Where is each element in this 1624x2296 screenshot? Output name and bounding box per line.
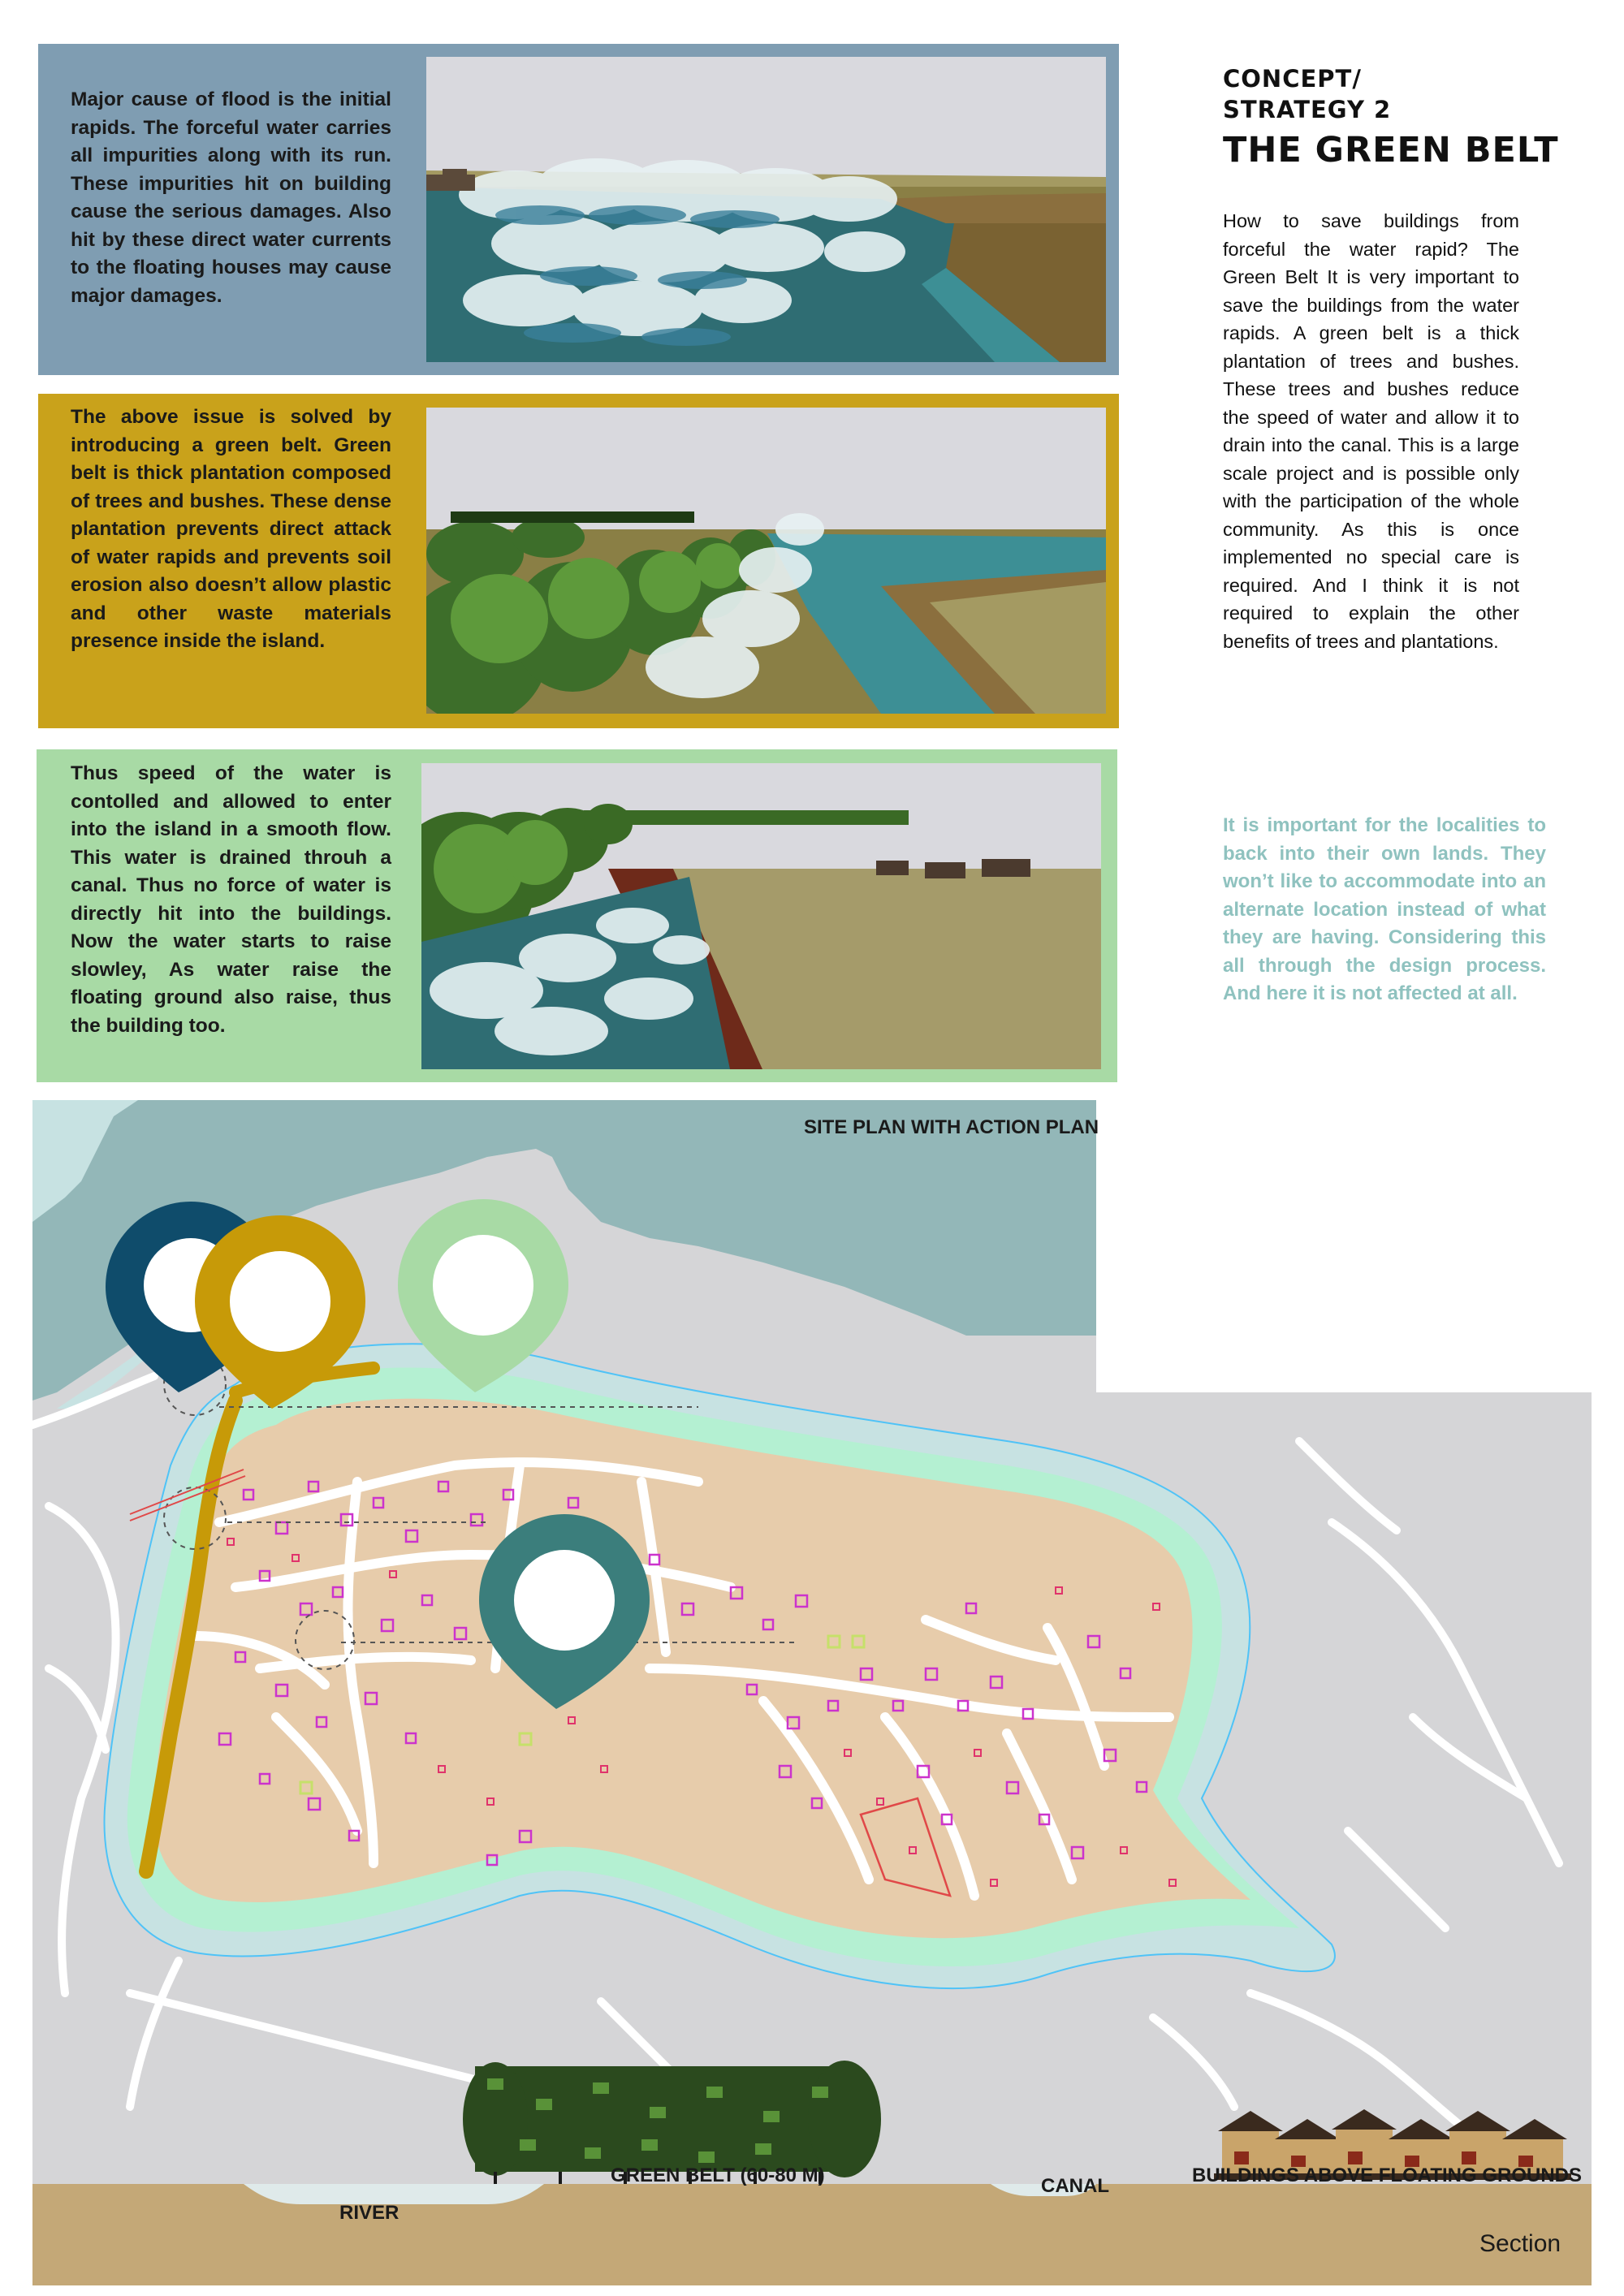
page-title: THE GREEN BELT bbox=[1223, 130, 1559, 170]
buildings-label: BUILDINGS ABOVE FLOATING GROUNDS bbox=[1192, 2164, 1582, 2186]
concept-panel-solution bbox=[38, 394, 1119, 728]
locality-note: It is important for the localities to back into their own lands. They won’t like to accommodate into an alternate location instead of what they are having. Considering this all through the design process. And here it is not affected at all. bbox=[1223, 814, 1546, 1004]
river-label: RIVER bbox=[339, 2202, 400, 2224]
panel-text: The above issue is solved by introducing a green belt. Green belt is thick plantation composed of trees and bushes. These dense plantation prevents direct attack of water rapids and prevents soil erosion also doesn’t allow plastic and other waste materials presence inside the island. bbox=[71, 406, 391, 652]
site-plan-title: SITE PLAN WITH ACTION PLAN bbox=[804, 1116, 1099, 1138]
canal-label: CANAL bbox=[1041, 2175, 1109, 2197]
canal-flow-render bbox=[421, 763, 1101, 1069]
section-caption: Section bbox=[1479, 2230, 1561, 2257]
panel-text: Thus speed of the water is contolled and allowed to enter into the island in a smooth flow. This water is drained throuh a canal. Thus no force of water is directly hit into the buildings. Now the water starts to raise slowley, As water raise the floating ground also raise, thus the building too. bbox=[71, 762, 391, 1037]
green-belt-label: GREEN BELT (60-80 M) bbox=[611, 2164, 825, 2186]
green-belt-render bbox=[426, 408, 1106, 714]
flood-rapids-render bbox=[426, 57, 1106, 362]
strategy-label: STRATEGY 2 bbox=[1223, 96, 1392, 123]
concept-panel-flood bbox=[38, 44, 1119, 375]
site-plan bbox=[32, 1100, 1592, 2285]
concept-panel-result bbox=[37, 749, 1117, 1082]
concept-label: CONCEPT/ bbox=[1223, 65, 1362, 93]
description-text: How to save buildings from forceful the water rapid? The Green Belt It is very important to save the buildings from the water rapids. A green belt is a thick plantation of trees and bushes. These trees and bushes reduce the speed of water and allow it to drain into the canal. This is a large scale project and is possible only with the participation of the whole community. As this is once implemented no special care is required. And I think it is not required to explain the other benefits of trees and plantations. bbox=[1223, 210, 1519, 652]
panel-text: Major cause of flood is the initial rapids. The forceful water carries all impurities along with its run. These impurities hit on building cause the serious damages. Also hit by these direct water currents to the floating houses may cause major damages. bbox=[71, 88, 391, 307]
